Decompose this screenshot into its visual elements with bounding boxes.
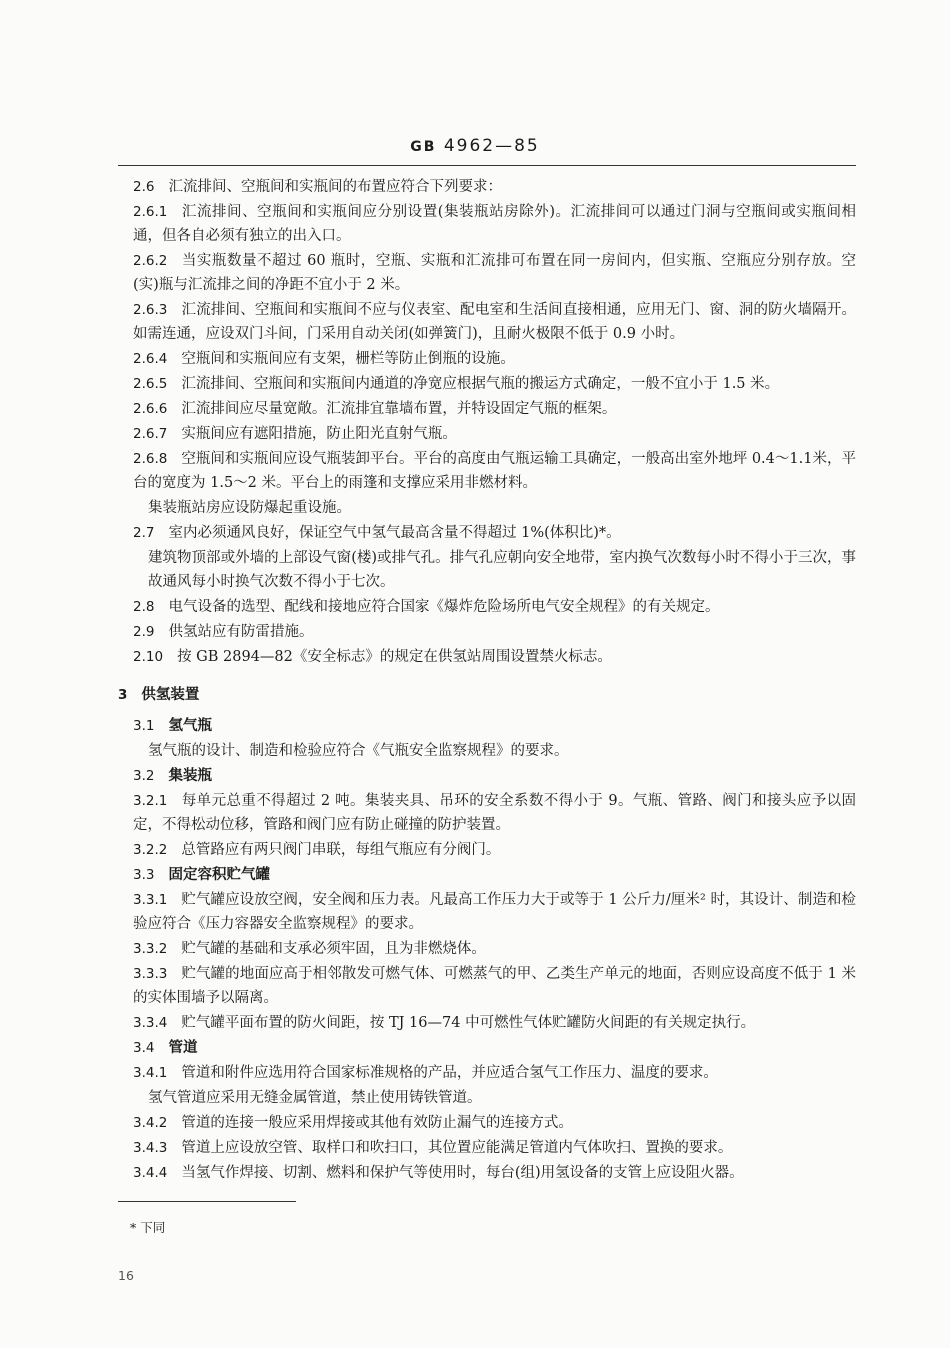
clause-text: 集装瓶 — [168, 767, 212, 784]
clause-text: 空瓶间和实瓶间应设气瓶装卸平台。平台的高度由气瓶运输工具确定，一般高出室外地坪 0.4～1.1米，平台的宽度为 1.5～2 米。平台上的雨篷和支撑应采用非燃材料。 — [133, 451, 856, 491]
clause-text: 汇流排间、空瓶间和实瓶间不应与仪表室、配电室和生活间直接相通，应用无门、窗、洞的防火墙隔开。如需连通，应设双门斗间，门采用自动关闭(如弹簧门)，且耐火极限不低于 0.9 小时。 — [133, 302, 856, 342]
clause-text: 管道 — [168, 1039, 198, 1056]
standard-prefix: GB — [410, 139, 437, 155]
clause-text: 室内必须通风良好，保证空气中氢气最高含量不得超过 1%(体积比)*。 — [168, 525, 621, 541]
clause-text: 贮气罐应设放空阀，安全阀和压力表。凡最高工作压力大于或等于 1 公斤力/厘米² 时，其设计、制造和检验应符合《压力容器安全监察规程》的要求。 — [133, 892, 856, 932]
header-rule — [118, 165, 856, 166]
clause-paragraph — [118, 838, 856, 862]
clause-paragraph — [118, 447, 856, 495]
clause-paragraph — [118, 397, 856, 421]
clause-number: 3.3.1 — [133, 892, 168, 908]
clause-number: 2.6.3 — [133, 302, 168, 318]
clause-number: 3.2.1 — [133, 793, 168, 809]
clause-text: 管道和附件应选用符合国家标准规格的产品，并应适合氢气工作压力、温度的要求。 — [181, 1065, 718, 1081]
clause-paragraph — [118, 1061, 856, 1085]
clause-text: 固定容积贮气罐 — [168, 866, 270, 883]
footnote-rule — [118, 1201, 296, 1202]
clause-paragraph — [118, 1011, 856, 1035]
clause-text: 氢气管道应采用无缝金属管道，禁止使用铸铁管道。 — [148, 1090, 482, 1106]
clause-number: 2.9 — [133, 624, 155, 640]
clause-text: 贮气罐平面布置的防火间距，按 TJ 16—74 中可燃性气体贮罐防火间距的有关规定执行。 — [181, 1015, 756, 1031]
clause-text: 汇流排间、空瓶间和实瓶间应分别设置(集装瓶站房除外)。汇流排间可以通过门洞与空瓶间或实瓶间相通，但各自必须有独立的出入口。 — [133, 204, 856, 244]
clause-number: 3.4.2 — [133, 1115, 168, 1131]
clause-text: 贮气罐的基础和支承必须牢固，且为非燃烧体。 — [181, 941, 486, 957]
clause-text: 管道上应设放空管、取样口和吹扫口，其位置应能满足管道内气体吹扫、置换的要求。 — [181, 1140, 733, 1156]
clause-text: 实瓶间应有遮阳措施，防止阳光直射气瓶。 — [181, 426, 457, 442]
clause-text: 当实瓶数量不超过 60 瓶时，空瓶、实瓶和汇流排可布置在同一房间内，但实瓶、空瓶应分别存放。空(实)瓶与汇流排之间的净距不宜小于 2 米。 — [133, 253, 856, 293]
clause-text: 供氢站应有防雷措施。 — [168, 624, 314, 640]
clause-text: 当氢气作焊接、切割、燃料和保护气等使用时，每台(组)用氢设备的支管上应设阻火器。 — [181, 1165, 744, 1181]
clause-paragraph — [118, 620, 856, 644]
clause-paragraph — [118, 496, 856, 520]
clause-paragraph — [118, 645, 856, 669]
clause-number: 2.8 — [133, 599, 155, 615]
page-header — [0, 136, 950, 156]
clause-text: 空瓶间和实瓶间应有支架，栅栏等防止倒瓶的设施。 — [181, 351, 515, 367]
clause-paragraph — [118, 1086, 856, 1110]
clause-paragraph — [118, 372, 856, 396]
clause-text: 按 GB 2894—82《安全标志》的规定在供氢站周围设置禁火标志。 — [177, 649, 612, 665]
clause-number: 3.3.3 — [133, 966, 168, 982]
subsection-heading — [118, 764, 856, 788]
clause-number: 3.2 — [133, 768, 155, 784]
clause-paragraph — [118, 298, 856, 346]
subsection-heading — [118, 1036, 856, 1060]
clause-paragraph — [118, 1136, 856, 1160]
document-body — [118, 175, 856, 1186]
clause-paragraph — [118, 546, 856, 594]
clause-number: 3.3.4 — [133, 1015, 168, 1031]
clause-number: 2.6.7 — [133, 426, 168, 442]
clause-number: 3.3 — [133, 867, 155, 883]
clause-number: 2.6.5 — [133, 376, 168, 392]
clause-text: 管道的连接一般应采用焊接或其他有效防止漏气的连接方式。 — [181, 1115, 573, 1131]
clause-number: 3.3.2 — [133, 941, 168, 957]
clause-paragraph — [118, 595, 856, 619]
clause-text: 电气设备的选型、配线和接地应符合国家《爆炸危险场所电气安全规程》的有关规定。 — [168, 599, 720, 615]
clause-paragraph — [118, 962, 856, 1010]
clause-number: 3.4.3 — [133, 1140, 168, 1156]
section-title: 供氢装置 — [141, 686, 200, 703]
clause-number: 3.4.4 — [133, 1165, 168, 1181]
clause-text: 每单元总重不得超过 2 吨。集装夹具、吊环的安全系数不得小于 9。气瓶、管路、阀门和接头应予以固定，不得松动位移，管路和阀门应有防止碰撞的防护装置。 — [133, 793, 856, 833]
clause-number: 2.7 — [133, 525, 155, 541]
clause-paragraph — [118, 789, 856, 837]
clause-number: 2.10 — [133, 649, 164, 665]
clause-text: 氢气瓶的设计、制造和检验应符合《气瓶安全监察规程》的要求。 — [148, 743, 569, 759]
subsection-heading — [118, 714, 856, 738]
clause-paragraph — [118, 1111, 856, 1135]
standard-number: 4962—85 — [443, 136, 540, 156]
subsection-heading — [118, 863, 856, 887]
clause-number: 2.6.8 — [133, 451, 168, 467]
clause-number: 3.4 — [133, 1040, 155, 1056]
clause-number: 3.4.1 — [133, 1065, 168, 1081]
clause-number: 2.6.2 — [133, 253, 168, 269]
clause-number: 2.6 — [133, 179, 155, 195]
clause-text: 贮气罐的地面应高于相邻散发可燃气体、可燃蒸气的甲、乙类生产单元的地面，否则应设高度不低于 1 米的实体围墙予以隔离。 — [133, 966, 856, 1006]
clause-text: 汇流排间、空瓶间和实瓶间的布置应符合下列要求： — [168, 179, 502, 195]
page-number: 16 — [118, 1268, 134, 1283]
clause-text: 建筑物顶部或外墙的上部设气窗(楼)或排气孔。排气孔应朝向安全地带，室内换气次数每小时不得小于三次，事故通风每小时换气次数不得小于七次。 — [148, 550, 856, 590]
clause-text: 集装瓶站房应设防爆起重设施。 — [148, 500, 351, 516]
clause-text: 总管路应有两只阀门串联，每组气瓶应有分阀门。 — [181, 842, 501, 858]
clause-text: 汇流排间应尽量宽敞。汇流排宜靠墙布置，并特设固定气瓶的框架。 — [181, 401, 617, 417]
clause-paragraph — [118, 249, 856, 297]
clause-paragraph — [118, 888, 856, 936]
section-number: 3 — [118, 687, 128, 703]
clause-paragraph — [118, 937, 856, 961]
clause-paragraph — [118, 347, 856, 371]
footnote: * 下同 — [130, 1220, 166, 1235]
section-heading — [118, 683, 856, 707]
clause-paragraph — [118, 175, 856, 199]
clause-number: 3.1 — [133, 718, 155, 734]
clause-number: 2.6.6 — [133, 401, 168, 417]
clause-number: 3.2.2 — [133, 842, 168, 858]
clause-paragraph — [118, 739, 856, 763]
clause-number: 2.6.4 — [133, 351, 168, 367]
clause-paragraph — [118, 521, 856, 545]
clause-text: 氢气瓶 — [168, 717, 212, 734]
clause-paragraph — [118, 200, 856, 248]
clause-text: 汇流排间、空瓶间和实瓶间内通道的净宽应根据气瓶的搬运方式确定，一般不宜小于 1.5 米。 — [181, 376, 780, 392]
clause-paragraph — [118, 1161, 856, 1185]
clause-paragraph — [118, 422, 856, 446]
clause-number: 2.6.1 — [133, 204, 168, 220]
